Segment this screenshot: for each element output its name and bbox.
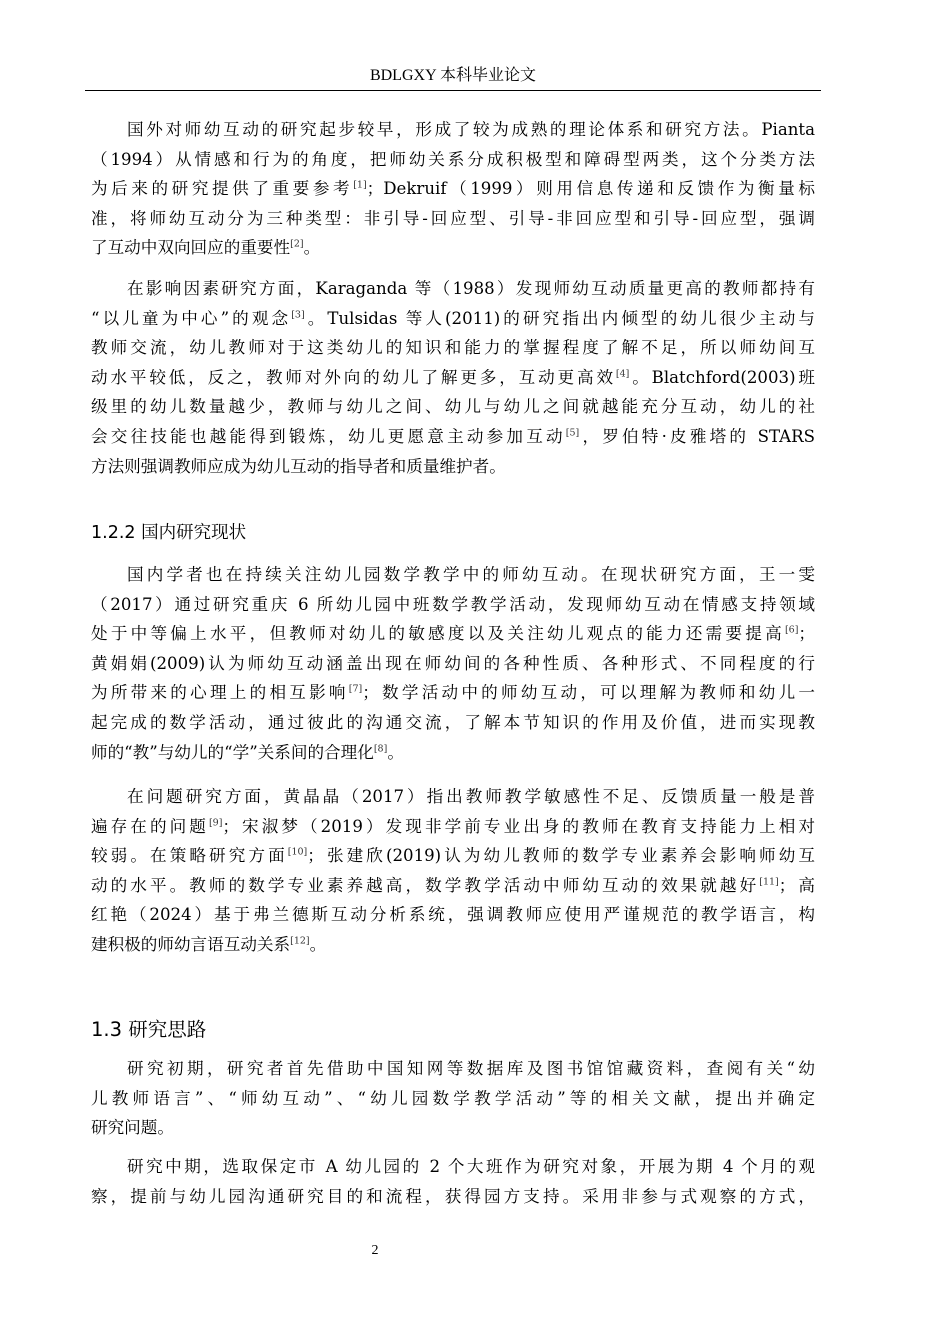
citation-ref: [8]	[373, 742, 388, 754]
paragraph-problems-strategies	[91, 782, 815, 960]
text-line: 动的水平。教师的数学专业素养越高，数学教学活动中师幼互动的效果就越好[11]；高	[91, 875, 815, 895]
citation-ref: [12]	[290, 935, 310, 947]
text-line: 建积极的师幼言语互动关系[12]。	[91, 934, 327, 954]
section-heading-1-3: 1.3 研究思路	[91, 1018, 207, 1041]
citation-ref: [7]	[348, 683, 363, 695]
section-heading-1-2-2: 1.2.2 国内研究现状	[91, 523, 247, 543]
text-line: 研究中期，选取保定市 A 幼儿园的 2 个大班作为研究对象，开展为期 4 个月的观	[127, 1157, 815, 1176]
citation-ref: [1]	[353, 179, 367, 191]
text-line: 起完成的数学活动，通过彼此的沟通交流，了解本节知识的作用及价值，进而实现教	[91, 712, 815, 732]
citation-ref: [10]	[287, 846, 308, 858]
text-line: 级里的幼儿数量越少，教师与幼儿之间、幼儿与幼儿之间就越能充分互动，幼儿的社	[91, 397, 815, 417]
text-line: 较弱。在策略研究方面[10]；张建欣(2019)认为幼儿教师的数学专业素养会影响师幼互	[91, 846, 815, 866]
text-line: 为所带来的心理上的相互影响[7]；数学活动中的师幼互动，可以理解为教师和幼儿一	[91, 683, 816, 703]
text-line: 察，提前与幼儿园沟通研究目的和流程，获得园方支持。采用非参与式观察的方式，	[91, 1186, 815, 1206]
header-rule	[85, 90, 821, 91]
citation-ref: [11]	[759, 876, 779, 888]
page-number: 2	[371, 1243, 379, 1258]
citation-ref: [3]	[291, 308, 305, 320]
text-line: （1994）从情感和行为的角度，把师幼关系分成积极型和障碍型两类，这个分类方法	[91, 149, 815, 169]
text-line: 研究初期，研究者首先借助中国知网等数据库及图书馆馆藏资料，查阅有关“幼	[127, 1059, 815, 1078]
text-line: 儿教师语言”、“师幼互动”、“幼儿园数学教学活动”等的相关文献，提出并确定	[91, 1088, 815, 1108]
text-line: 教师交流，幼儿教师对于这类幼儿的知识和能力的掌握程度了解不足，所以师幼间互	[91, 338, 815, 358]
text-line: 师的“教”与幼儿的“学”关系间的合理化[8]。	[91, 742, 404, 762]
text-line: “以儿童为中心”的观念[3]。Tulsidas 等人(2011)的研究指出内倾型的幼儿很少主动与	[91, 308, 816, 328]
text-line: 黄娟娟(2009)认为师幼互动涵盖出现在师幼间的各种性质、各种形式、不同程度的行	[91, 653, 815, 673]
paragraph-domestic-status	[91, 560, 815, 767]
text-line: 了互动中双向回应的重要性[2]。	[91, 238, 321, 258]
citation-ref: [6]	[784, 624, 799, 636]
paragraph-influencing-factors	[91, 274, 815, 481]
text-line: 准，将师幼互动分为三种类型：非引导-回应型、引导-非回应型和引导-回应型，强调	[91, 208, 815, 228]
text-line: 遍存在的问题[9]；宋淑梦（2019）发现非学前专业出身的教师在教育支持能力上相对	[91, 816, 815, 836]
text-line: 在影响因素研究方面，Karaganda 等（1988）发现师幼互动质量更高的教师都持有	[127, 279, 815, 298]
text-line: 国内学者也在持续关注幼儿园数学教学中的师幼互动。在现状研究方面，王一雯	[127, 565, 815, 584]
text-line: 会交往技能也越能得到锻炼，幼儿更愿意主动参加互动[5]，罗伯特·皮雅塔的 STARS	[91, 426, 815, 446]
paragraph-foreign-research	[91, 115, 815, 263]
citation-ref: [5]	[565, 427, 580, 439]
text-line: （2017）通过研究重庆 6 所幼儿园中班数学教学活动，发现师幼互动在情感支持领域	[91, 594, 815, 614]
running-header: BDLGXY 本科毕业论文	[369, 67, 537, 84]
paragraph-research-middle	[91, 1152, 815, 1211]
text-line: 处于中等偏上水平，但教师对幼儿的敏感度以及关注幼儿观点的能力还需要提高[6]；	[91, 624, 815, 644]
text-line: 方法则强调教师应成为幼儿互动的指导者和质量维护者。	[91, 456, 506, 476]
text-line: 在问题研究方面，黄晶晶（2017）指出教师教学敏感性不足、反馈质量一般是普	[127, 787, 815, 806]
text-line: 红艳（2024）基于弗兰德斯互动分析系统，强调教师应使用严谨规范的教学语言，构	[91, 905, 815, 925]
paragraph-research-early	[91, 1054, 815, 1143]
text-line: 动水平较低，反之，教师对外向的幼儿了解更多，互动更高效[4]。Blatchford(2003)班	[91, 367, 815, 387]
text-line: 为后来的研究提供了重要参考[1]；Dekruif（1999）则用信息传递和反馈作为衡量标	[91, 179, 815, 199]
citation-ref: [4]	[615, 368, 630, 380]
text-line: 研究问题。	[91, 1118, 174, 1138]
text-line: 国外对师幼互动的研究起步较早，形成了较为成熟的理论体系和研究方法。Pianta	[127, 120, 815, 139]
citation-ref: [9]	[208, 816, 223, 828]
citation-ref: [2]	[290, 238, 304, 250]
